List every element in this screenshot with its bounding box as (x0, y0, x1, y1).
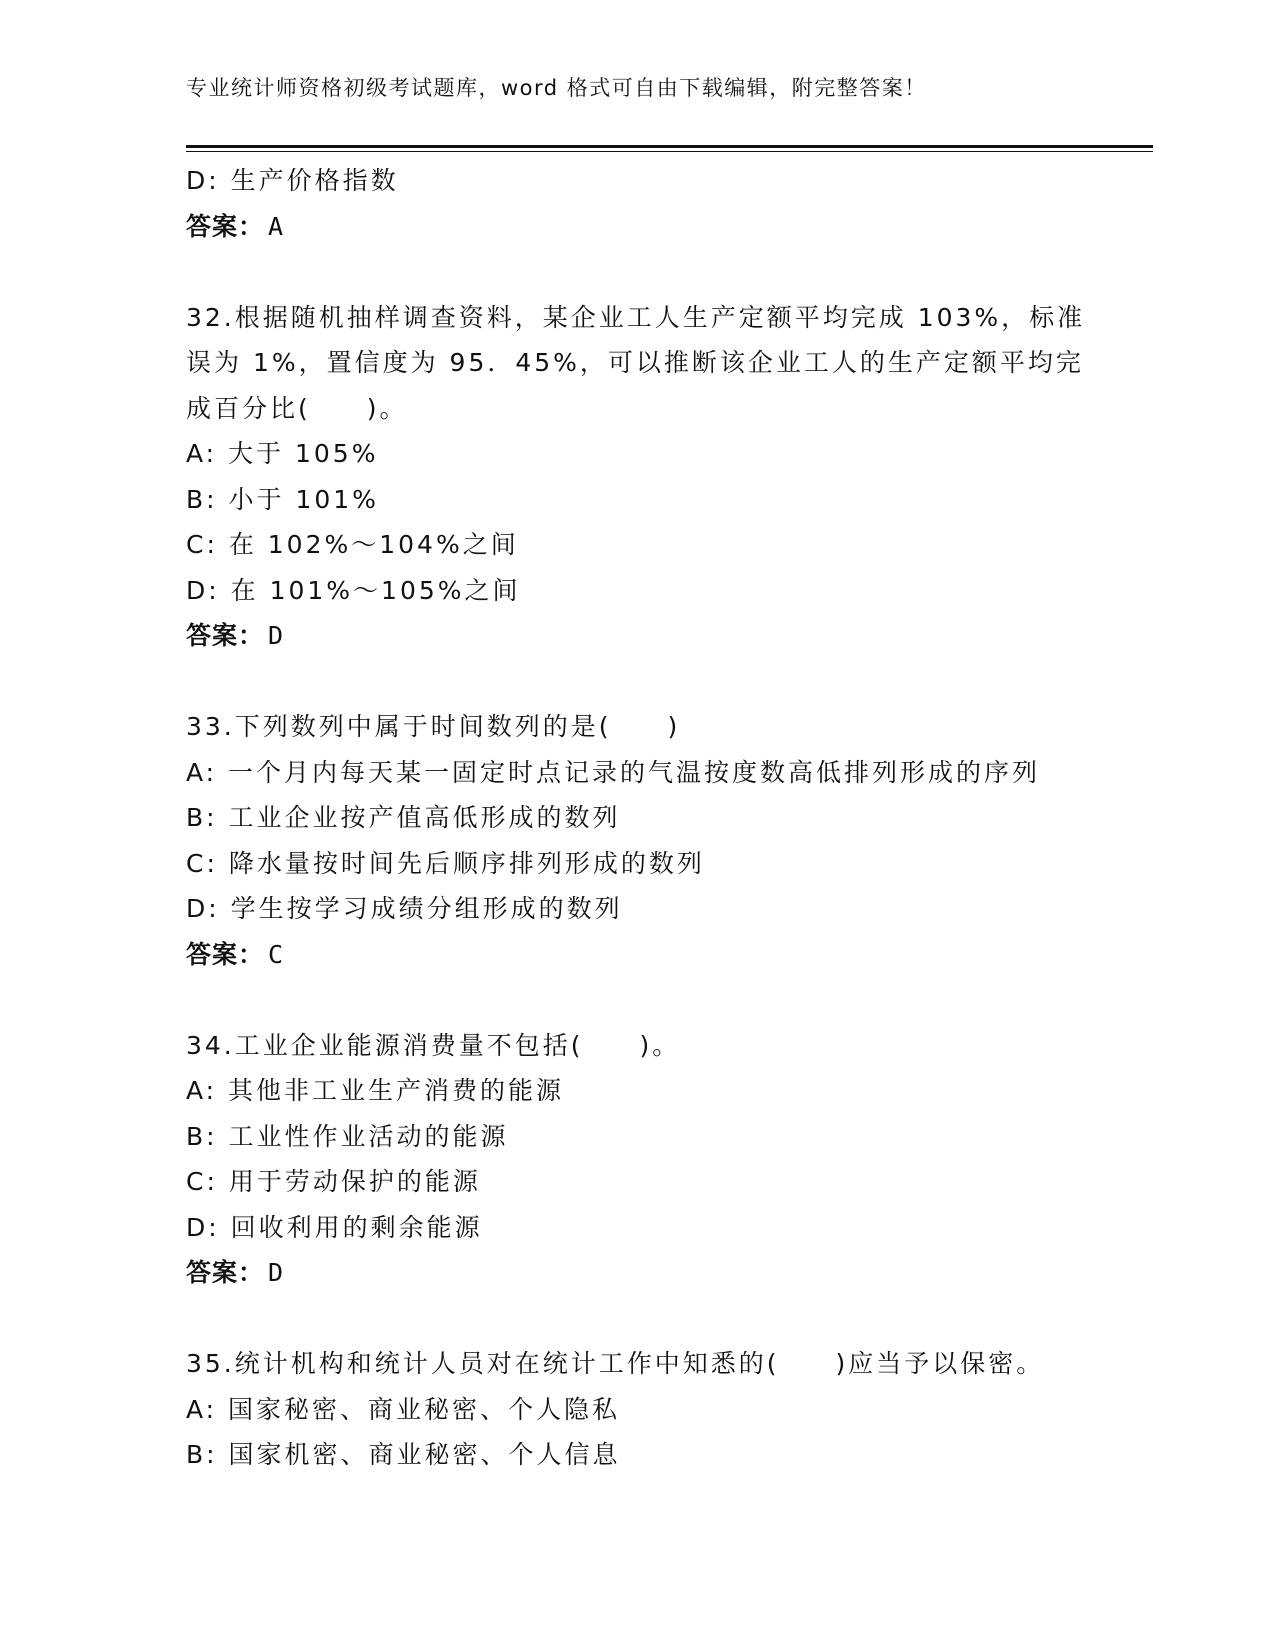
question-33 (186, 704, 1086, 977)
page-header: 专业统计师资格初级考试题库，word 格式可自由下载编辑，附完整答案！ (186, 76, 927, 100)
spacer (186, 1296, 1086, 1342)
spacer (186, 249, 1086, 295)
option-b: B: 国家机密、商业秘密、个人信息 (186, 1440, 621, 1469)
option-d: D: 生产价格指数 (186, 166, 399, 195)
option-c: C: 用于劳动保护的能源 (186, 1167, 481, 1196)
answer-value: A (268, 211, 285, 241)
question-stem: 35.统计机构和统计人员对在统计工作中知悉的( )应当予以保密。 (186, 1349, 1045, 1378)
question-stem: 34.工业企业能源消费量不包括( )。 (186, 1030, 681, 1060)
option-d: D: 在 101%～105%之间 (186, 575, 521, 605)
question-35 (186, 1341, 1086, 1478)
question-stem: 33.下列数列中属于时间数列的是( ) (186, 712, 681, 741)
answer-value: D (268, 621, 285, 650)
option-d: D: 回收利用的剩余能源 (186, 1212, 483, 1242)
question-stem: 误为 1%，置信度为 95．45%，可以推断该企业工人的生产定额平均完 (186, 348, 1084, 377)
answer-line (186, 204, 1086, 250)
answer-label: 答案： (186, 621, 265, 650)
answer-line (186, 1250, 1086, 1296)
option-d: D: 学生按学习成绩分组形成的数列 (186, 894, 623, 923)
answer-label: 答案： (186, 939, 265, 969)
answer-value: C (268, 939, 285, 969)
answer-label: 答案： (186, 211, 265, 241)
question-34 (186, 1023, 1086, 1296)
spacer (186, 977, 1086, 1023)
answer-line (186, 932, 1086, 978)
option-b: B: 工业性作业活动的能源 (186, 1121, 509, 1151)
option-b: B: 工业企业按产值高低形成的数列 (186, 803, 621, 832)
question-31-continuation (186, 158, 1086, 249)
question-stem: 成百分比( )。 (186, 393, 408, 423)
answer-line (186, 613, 1086, 659)
option-a: A: 一个月内每天某一固定时点记录的气温按度数高低排列形成的序列 (186, 757, 1041, 787)
header-rule-thin (186, 151, 1153, 152)
answer-value: D (268, 1258, 285, 1287)
answer-label: 答案： (186, 1258, 265, 1287)
option-a: A: 国家秘密、商业秘密、个人隐私 (186, 1394, 621, 1424)
question-stem: 32.根据随机抽样调查资料，某企业工人生产定额平均完成 103%，标准 (186, 302, 1086, 332)
header-rule-thick (186, 145, 1153, 148)
question-32 (186, 295, 1086, 659)
option-c: C: 在 102%～104%之间 (186, 530, 519, 559)
option-a: A: 其他非工业生产消费的能源 (186, 1076, 565, 1105)
option-c: C: 降水量按时间先后顺序排列形成的数列 (186, 848, 705, 878)
spacer (186, 659, 1086, 705)
question-content (186, 158, 1086, 1478)
option-b: B: 小于 101% (186, 484, 379, 514)
option-a: A: 大于 105% (186, 439, 379, 468)
